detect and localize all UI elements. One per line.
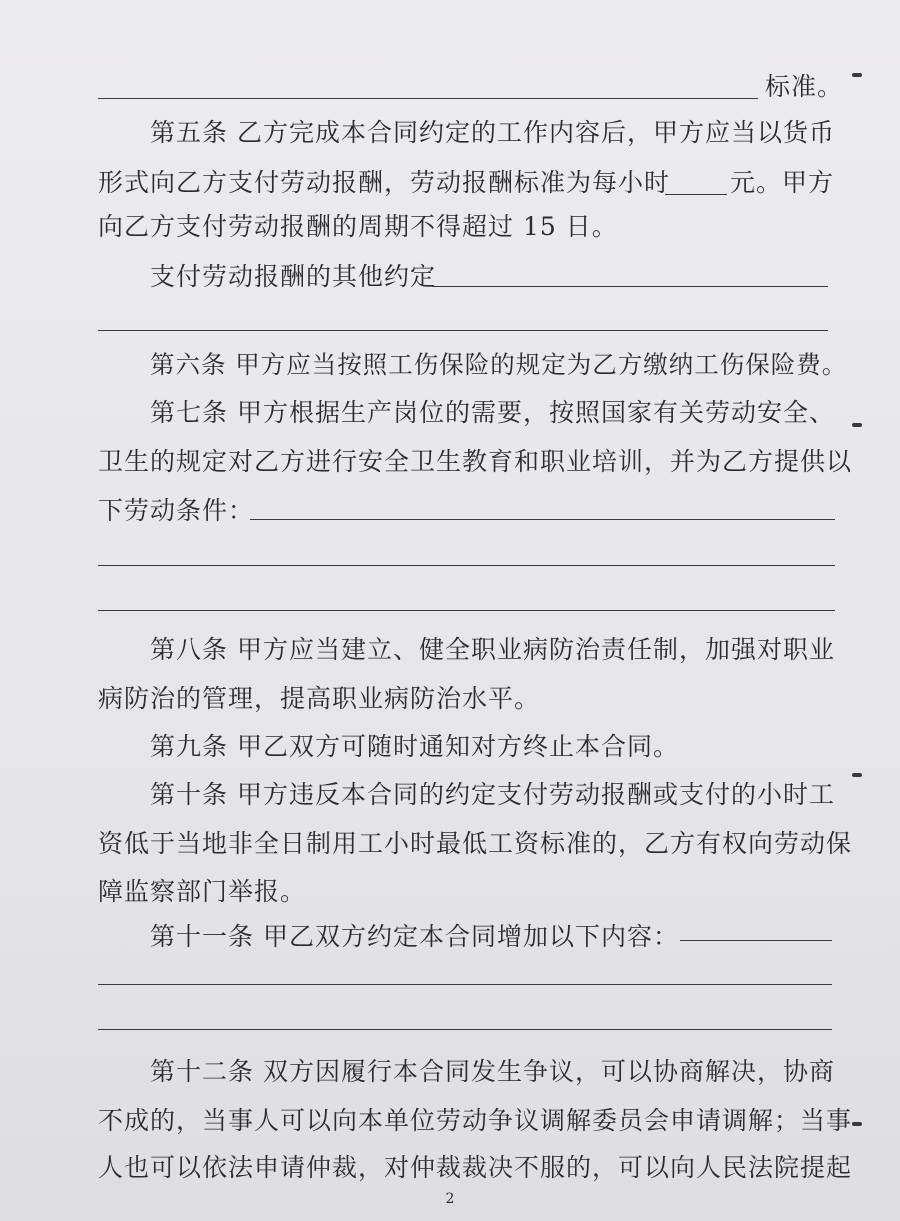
article-8: 第八条 甲方应当建立、健全职业病防治责任制，加强对职业	[150, 635, 835, 664]
article-11: 第十一条 甲乙双方约定本合同增加以下内容：	[150, 922, 679, 951]
edge-mark	[852, 1122, 862, 1126]
article-5: 第五条 乙方完成本合同约定的工作内容后，甲方应当以货币	[150, 118, 835, 147]
edge-mark	[852, 73, 862, 77]
fill-blank	[98, 984, 832, 985]
fill-blank	[680, 940, 832, 941]
text-line: 形式向乙方支付劳动报酬，劳动报酬标准为每小时	[98, 168, 671, 197]
fill-blank	[98, 1029, 832, 1030]
fill-blank	[98, 610, 835, 611]
text-line: 支付劳动报酬的其他约定	[150, 262, 437, 291]
text-line: 人也可以依法申请仲裁，对仲裁裁决不服的，可以向人民法院提起	[98, 1153, 853, 1182]
text-line: 下劳动条件：	[98, 496, 255, 525]
article-12: 第十二条 双方因履行本合同发生争议，可以协商解决，协商	[150, 1057, 835, 1086]
fill-blank	[98, 98, 758, 99]
fill-blank	[432, 286, 828, 287]
article-6: 第六条 甲方应当按照工伤保险的规定为乙方缴纳工伤保险费。	[150, 350, 848, 379]
text-line: 标准。	[765, 72, 844, 101]
text-line: 元。甲方	[730, 168, 835, 197]
text-line: 病防治的管理，提高职业病防治水平。	[98, 684, 541, 713]
text-line: 资低于当地非全日制用工小时最低工资标准的，乙方有权向劳动保	[98, 829, 853, 858]
text-line: 不成的，当事人可以向本单位劳动争议调解委员会申请调解；当事	[98, 1106, 853, 1135]
edge-mark	[852, 773, 862, 777]
edge-mark	[852, 423, 862, 427]
text-line: 向乙方支付劳动报酬的周期不得超过 15 日。	[98, 212, 618, 241]
fill-blank	[250, 519, 835, 520]
fill-blank	[98, 330, 828, 331]
page-number: 2	[445, 1191, 455, 1207]
text-line: 障监察部门举报。	[98, 877, 307, 906]
article-7: 第七条 甲方根据生产岗位的需要，按照国家有关劳动安全、	[150, 398, 835, 427]
text-line: 卫生的规定对乙方进行安全卫生教育和职业培训，并为乙方提供以	[98, 447, 853, 476]
fill-blank	[98, 565, 835, 566]
article-9: 第九条 甲乙双方可随时通知对方终止本合同。	[150, 732, 679, 761]
fill-blank	[665, 194, 727, 195]
article-10: 第十条 甲方违反本合同的约定支付劳动报酬或支付的小时工	[150, 780, 835, 809]
